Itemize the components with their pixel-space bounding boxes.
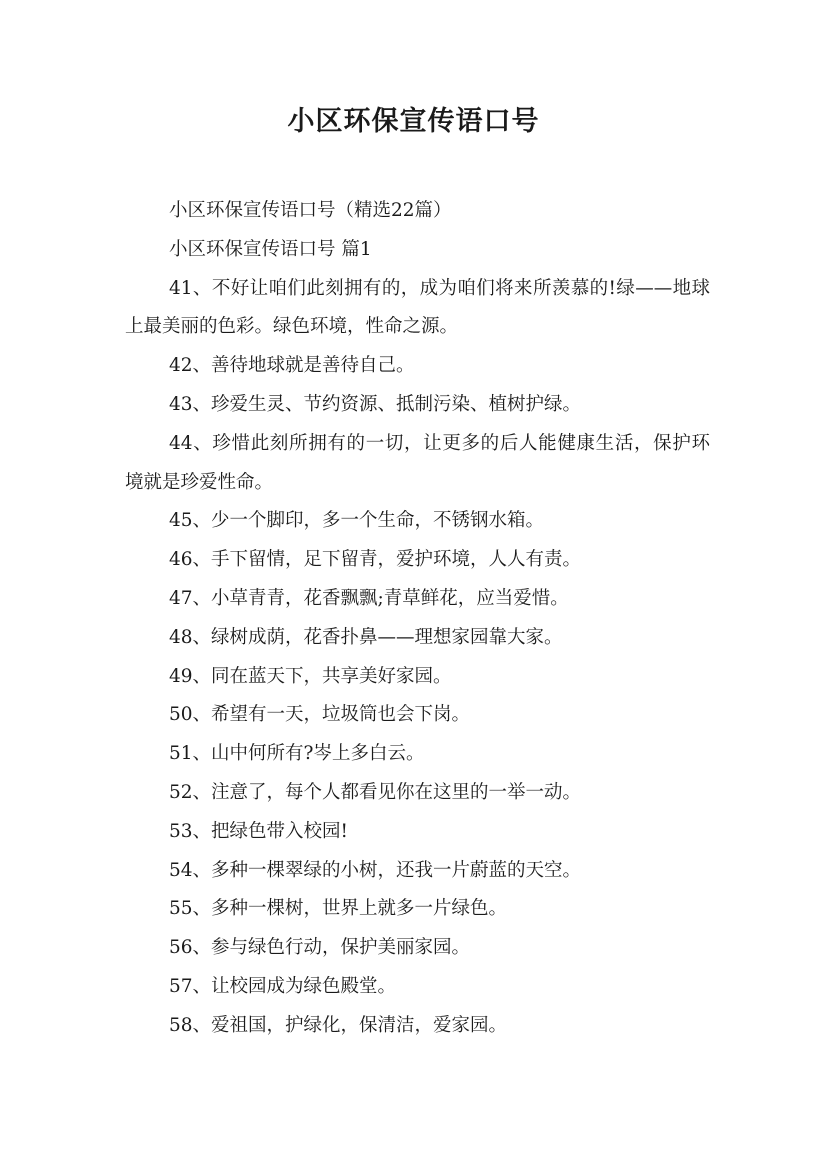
paragraph-slogan-45: 45、少一个脚印，多一个生命，不锈钢水箱。 <box>169 510 545 532</box>
paragraph-slogan-48: 48、绿树成荫，花香扑鼻——理想家园靠大家。 <box>169 626 563 648</box>
paragraph-slogan-54: 54、多种一棵翠绿的小树，还我一片蔚蓝的天空。 <box>169 859 582 881</box>
paragraph-slogan-51: 51、山中何所有?岑上多白云。 <box>169 743 425 765</box>
paragraph-section-heading: 小区环保宣传语口号 篇1 <box>169 238 372 260</box>
paragraph-slogan-42: 42、善待地球就是善待自己。 <box>169 355 415 377</box>
paragraph-slogan-50: 50、希望有一天，垃圾筒也会下岗。 <box>169 704 471 726</box>
paragraph-slogan-44: 44、珍惜此刻所拥有的一切，让更多的后人能健康生活，保护环境就是珍爱性命。 <box>125 432 710 493</box>
paragraph-slogan-52: 52、注意了，每个人都看见你在这里的一举一动。 <box>169 781 582 803</box>
paragraph-slogan-53: 53、把绿色带入校园! <box>169 820 348 842</box>
paragraph-slogan-47: 47、小草青青，花香飘飘;青草鲜花，应当爱惜。 <box>169 587 569 609</box>
paragraph-slogan-56: 56、参与绿色行动，保护美丽家园。 <box>169 937 471 959</box>
paragraph-slogan-49: 49、同在蓝天下，共享美好家园。 <box>169 665 452 687</box>
paragraph-slogan-55: 55、多种一棵树，世界上就多一片绿色。 <box>169 898 508 920</box>
paragraph-slogan-41: 41、不好让咱们此刻拥有的，成为咱们将来所羡慕的!绿——地球上最美丽的色彩。绿色环境，性命之源。 <box>125 277 710 338</box>
page-title: 小区环保宣传语口号 <box>287 106 540 137</box>
document-body <box>125 192 710 1046</box>
paragraph-slogan-43: 43、珍爱生灵、节约资源、抵制污染、植树护绿。 <box>169 393 582 415</box>
paragraph-slogan-58: 58、爱祖国，护绿化，保清洁，爱家园。 <box>169 1014 508 1036</box>
paragraph-slogan-57: 57、让校园成为绿色殿堂。 <box>169 975 397 997</box>
paragraph-subtitle: 小区环保宣传语口号（精选22篇） <box>169 200 452 221</box>
paragraph-slogan-46: 46、手下留情，足下留青，爱护环境，人人有责。 <box>169 549 582 571</box>
